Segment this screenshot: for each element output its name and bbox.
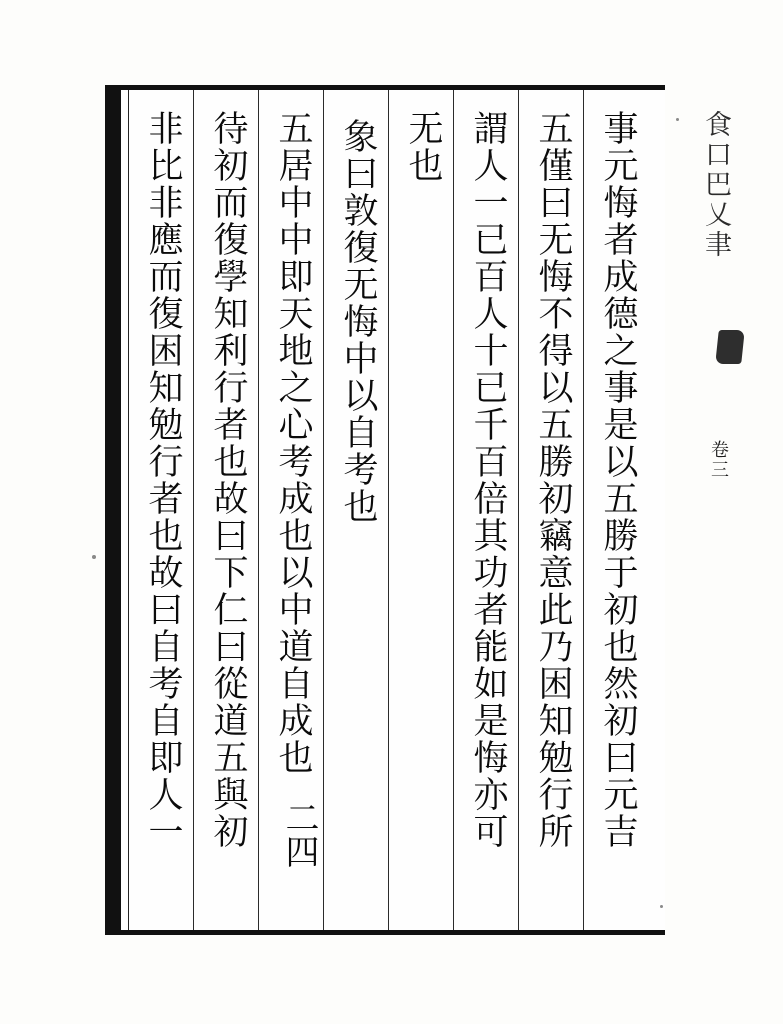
column-rule [518,90,519,930]
column-rule [193,90,194,930]
text-column-7: 待初而復學知利行者也故曰下仁曰從道五與初 [208,110,248,850]
seal-mark-icon [715,330,745,364]
woodblock-frame [105,85,665,935]
text-column-4: 无也 [403,110,443,184]
print-speck [660,905,663,908]
print-speck [676,118,679,121]
page-number: 二四 [279,800,319,868]
text-column-1: 事元悔者成德之事是以五勝于初也然初曰元吉 [598,110,638,850]
frame-inner-rule [128,90,129,930]
spine-title: 食口巴乂聿 [700,110,731,260]
print-speck [92,555,96,559]
column-rule [583,90,584,930]
column-rule [453,90,454,930]
volume-label: 卷三 [708,440,729,480]
column-rule [388,90,389,930]
column-rule [258,90,259,930]
text-column-5: 象曰敦復无悔中以自考也 [338,118,378,525]
text-column-2: 五僅曰无悔不得以五勝初竊意此乃困知勉行所 [533,110,573,850]
text-column-3: 謂人一已百人十已千百倍其功者能如是悔亦可 [468,110,508,850]
text-column-8: 非比非應而復困知勉行者也故曰自考自即人一 [143,110,183,850]
text-column-6: 五居中中即天地之心考成也以中道自成也 [273,110,313,776]
